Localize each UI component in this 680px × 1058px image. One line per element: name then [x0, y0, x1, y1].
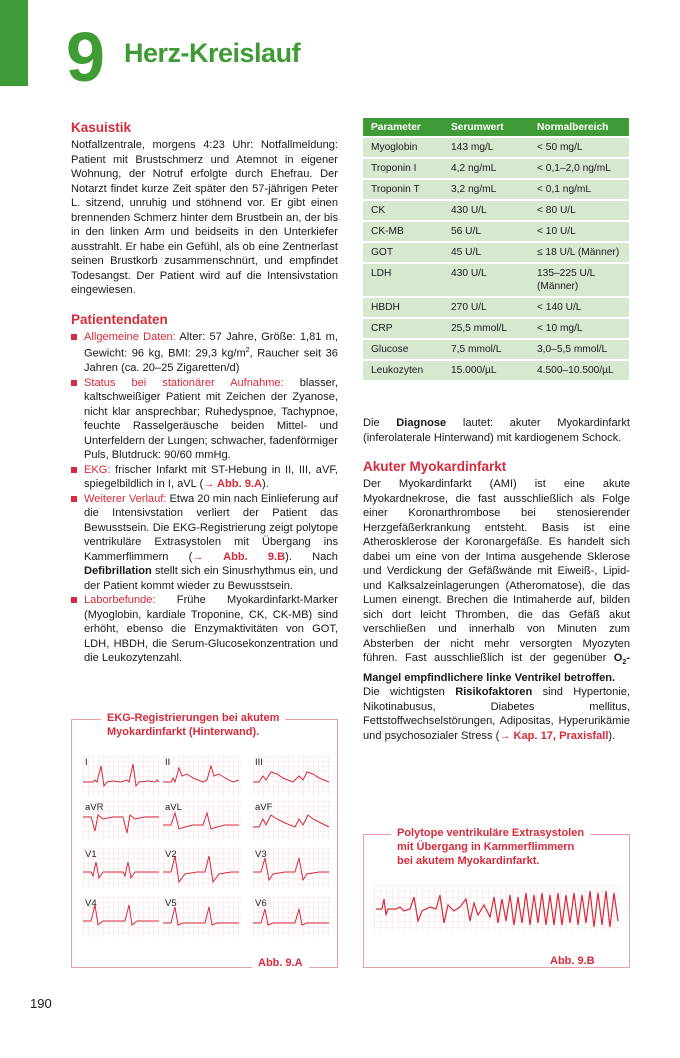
- item-text: blasser, kaltschweißiger Patient mit Zeichen der Zyanose, nicht klar ansprechbar; Ruhedyspnoe, Tachypnoe, feuchte Rasselgeräusche beiden Mittel- und Unterfeldern der Lungen; schwacher, fadenförmiger Puls, Blutdruck: 90/60 mmHg.: [84, 376, 338, 462]
- table-header-row: [363, 118, 629, 137]
- ecg-lead-label: III: [255, 757, 263, 768]
- table-cell: 430 U/L: [443, 263, 529, 297]
- table-row: [363, 339, 629, 360]
- table-cell: 3,0–5,5 mmol/L: [529, 339, 629, 360]
- ecg-lead-v4: [83, 897, 161, 937]
- table-cell: LDH: [363, 263, 443, 297]
- figure-ref-link[interactable]: → Abb. 9.A: [203, 478, 262, 491]
- figure-title-line: bei akutem Myokardinfarkt.: [397, 855, 540, 867]
- table-cell: GOT: [363, 242, 443, 263]
- table-cell: Troponin T: [363, 179, 443, 200]
- ami-heading: Akuter Myokardinfarkt: [363, 459, 507, 474]
- text: Der Myokardinfarkt (AMI) ist eine akute Myokardnekrose, die fast ausschließlich als Folge einer Koronarthrombose bei stenosierender Herzgefäßerkrankung entsteht. Basis ist eine Atherosklerose der Koronargefäße. Es handelt sich dabei um eine von der Intima ausgehende Sklerose und Verdickung der Gefäßwände mit Eiweiß-, Lipid- und Kalksalzeinlagerungen (Atheromatose), die das Lumen einengt. Brechen die Intimaherde auf, bilden sich dort leicht Thromben, die das Gefäß akut verschließen und innerhalb von Minuten zum Absterben der nicht mehr versorgten Myozyten führen. Fast ausschließlich ist der gegenüber: [363, 478, 630, 664]
- figure-title-line: mit Übergang in Kammerflimmern: [397, 841, 575, 853]
- table-row: [363, 200, 629, 221]
- table-row: [363, 137, 629, 158]
- table-cell: < 50 mg/L: [529, 137, 629, 158]
- table-row: [363, 179, 629, 200]
- table-cell: < 0,1–2,0 ng/mL: [529, 158, 629, 179]
- chapter-tab: [0, 0, 28, 86]
- ecg-lead-label: V2: [165, 849, 177, 860]
- kasuistik-text: Notfallzentrale, morgens 4:23 Uhr: Notfallmeldung: Patient mit Brustschmerz und Atemnot in eigener Wohnung, der Notruf erfolgte durch Ehefrau. Der Notarzt findet kurze Zeit später den 57-jährigen Peter L. sitzend, unruhig und stöhnend vor. Er gibt einen brennenden Schmerz hinter dem Brustbein an, der bis in den linken Arm und beidseits in den Unterkiefer ausstrahlt. Er habe ein Gefühl, als ob eine Zentnerlast seinen Brustkorb zusammenschnürt, und empfindet Todesangst. Der Patient wird auf die Intensivstation eingewiesen.: [71, 139, 338, 296]
- table-cell: 4,2 ng/mL: [443, 158, 529, 179]
- table-cell: CK-MB: [363, 221, 443, 242]
- table-cell: 15.000/µL: [443, 360, 529, 380]
- table-cell: 25,5 mmol/L: [443, 318, 529, 339]
- table-cell: CRP: [363, 318, 443, 339]
- table-header: Normalbereich: [529, 118, 629, 137]
- table-cell: < 140 U/L: [529, 297, 629, 318]
- ecg-lead-v6: [253, 897, 331, 937]
- table-cell: 3,2 ng/mL: [443, 179, 529, 200]
- subscript: 2: [622, 659, 627, 667]
- ami-paragraph-2: [363, 685, 630, 743]
- list-item: [71, 463, 338, 492]
- item-text: Frühe Myokardinfarkt-Marker (Myoglobin, kardiale Troponine, CK, CK-MB) sind erhöht, ebenso die Enzymaktivitäten von GOT, LDH, HBDH, die Serum-Glucosekonzentration und die Leukozytenzahl.: [84, 594, 338, 665]
- item-text: frischer Infarkt mit ST-Hebung in II, III, aVF, spiegelbildlich in I, aVL (: [84, 463, 338, 491]
- ecg-lead-v3: [253, 848, 331, 888]
- table-cell: 270 U/L: [443, 297, 529, 318]
- bold-text: O: [613, 652, 623, 664]
- left-column: [71, 120, 338, 666]
- table-cell: 56 U/L: [443, 221, 529, 242]
- table-cell: < 80 U/L: [529, 200, 629, 221]
- item-text: Etwa 20 min nach Einlieferung auf die Intensivstation verliert der Patient das Bewusstsein. Die EKG-Registrierung zeigt polytope ventrikuläre Extrasystolen mit Übergang ins Kammerflimmern (: [84, 492, 338, 563]
- ecg-lead-label: V3: [255, 849, 267, 860]
- item-text: , Raucher seit 36 Jahren (ca. 20–25 Zigaretten/d): [84, 347, 338, 375]
- ecg-fibrillation-strip: [374, 885, 620, 931]
- text: sind Hypertonie, Nikotinabusus, Diabetes mellitus, Fettstoffwechselstörungen, Adipositas, Hyperurikämie und psychosozialer Stress (: [363, 686, 630, 742]
- ecg-lead-label: V4: [85, 898, 97, 909]
- ecg-lead-label: I: [85, 757, 88, 768]
- table-cell: Troponin I: [363, 158, 443, 179]
- ecg-lead-i: [83, 756, 161, 796]
- chapter-title: Herz-Kreislauf: [124, 38, 301, 68]
- ecg-lead-v2: [163, 848, 241, 888]
- ecg-lead-v1: [83, 848, 161, 888]
- ecg-lead-avl: [163, 801, 241, 841]
- item-text: stellt sich ein Sinusrhythmus ein, und der Patient kommt wieder zu Bewusstsein.: [84, 565, 338, 592]
- figure-title-line: EKG-Registrierungen bei akutem: [107, 712, 280, 724]
- table-cell: < 10 U/L: [529, 221, 629, 242]
- table-cell: 135–225 U/L (Männer): [529, 263, 629, 297]
- patientendaten-list: [71, 330, 338, 666]
- patientendaten-heading: Patientendaten: [71, 311, 168, 327]
- right-column: [363, 416, 630, 743]
- item-label: EKG:: [84, 463, 111, 476]
- item-text: ). Nach: [285, 550, 338, 563]
- item-label: Status bei stationärer Aufnahme:: [84, 376, 284, 389]
- bold-text: Risikofaktoren: [455, 686, 533, 699]
- table-row: [363, 360, 629, 380]
- list-item: [71, 376, 338, 463]
- table-cell: 7,5 mmol/L: [443, 339, 529, 360]
- table-cell: ≤ 18 U/L (Männer): [529, 242, 629, 263]
- table-row: [363, 158, 629, 179]
- item-label: Allgemeine Daten:: [84, 330, 176, 343]
- ecg-lead-ii: [163, 756, 241, 796]
- text: ).: [608, 729, 616, 742]
- table-cell: Myoglobin: [363, 137, 443, 158]
- table-row: [363, 242, 629, 263]
- figure-b-label: Abb. 9.B: [544, 955, 601, 967]
- table-header: Parameter: [363, 118, 443, 137]
- text: Die wichtigsten: [363, 686, 456, 699]
- item-text: Alter: 57 Jahre, Größe: 1,81 m, Gewicht: 96 kg, BMI: 29,3 kg/m: [84, 330, 338, 360]
- kasuistik-heading: Kasuistik: [71, 120, 132, 135]
- table-row: [363, 297, 629, 318]
- ecg-lead-v5: [163, 897, 241, 937]
- bold-text: Diagnose: [396, 417, 447, 429]
- table-cell: < 0,1 ng/mL: [529, 179, 629, 200]
- table-cell: 4.500–10.500/µL: [529, 360, 629, 380]
- figure-a-label: Abb. 9.A: [252, 957, 309, 969]
- table-cell: CK: [363, 200, 443, 221]
- text: Die: [363, 417, 397, 429]
- figure-title-line: Polytope ventrikuläre Extrasystolen: [397, 827, 585, 839]
- figure-a-title: [101, 711, 285, 739]
- table-header: Serumwert: [443, 118, 529, 137]
- ecg-lead-label: aVR: [85, 802, 104, 813]
- table-cell: 430 U/L: [443, 200, 529, 221]
- page-number: 190: [30, 996, 52, 1011]
- chapter-ref-link[interactable]: → Kap. 17, Praxisfall: [499, 729, 609, 742]
- ecg-lead-label: V6: [255, 898, 267, 909]
- table-cell: < 10 mg/L: [529, 318, 629, 339]
- ecg-lead-iii: [253, 756, 331, 796]
- table-row: [363, 318, 629, 339]
- chapter-number: 9: [66, 18, 103, 96]
- figure-b-title: [391, 826, 590, 868]
- bold-text: -Mangel empfindlichere linke Ventrikel betroffen.: [363, 652, 630, 684]
- ecg-lead-label: V5: [165, 898, 177, 909]
- ecg-lead-label: aVL: [165, 802, 182, 813]
- diagnose-text: [363, 416, 630, 445]
- ecg-lead-label: II: [165, 757, 171, 768]
- figure-title-line: Myokardinfarkt (Hinterwand).: [107, 726, 260, 738]
- item-label: Laborbefunde:: [84, 594, 156, 607]
- item-bold: Defibrillation: [84, 565, 152, 578]
- ecg-lead-avf: [253, 801, 331, 841]
- table-cell: 143 mg/L: [443, 137, 529, 158]
- item-text: ).: [262, 478, 269, 491]
- list-item: [71, 492, 338, 594]
- ecg-lead-avr: [83, 801, 161, 841]
- list-item: [71, 330, 338, 376]
- table-cell: HBDH: [363, 297, 443, 318]
- lab-values-table: [363, 118, 629, 380]
- item-sup: 2: [245, 347, 250, 354]
- table-cell: Glucose: [363, 339, 443, 360]
- text: lautet: akuter Myokardinfarkt (inferolaterale Hinterwand) mit kardiogenem Schock.: [363, 417, 630, 444]
- ecg-lead-label: aVF: [255, 802, 273, 813]
- table-body: [363, 137, 629, 380]
- item-label: Weiterer Verlauf:: [84, 492, 167, 505]
- table-cell: Leukozyten: [363, 360, 443, 380]
- table-row: [363, 263, 629, 297]
- figure-ref-link[interactable]: → Abb. 9.B: [192, 550, 286, 563]
- table-row: [363, 221, 629, 242]
- list-item: [71, 593, 338, 666]
- table-cell: 45 U/L: [443, 242, 529, 263]
- ecg-lead-label: V1: [85, 849, 97, 860]
- ami-paragraph-1: [363, 477, 630, 685]
